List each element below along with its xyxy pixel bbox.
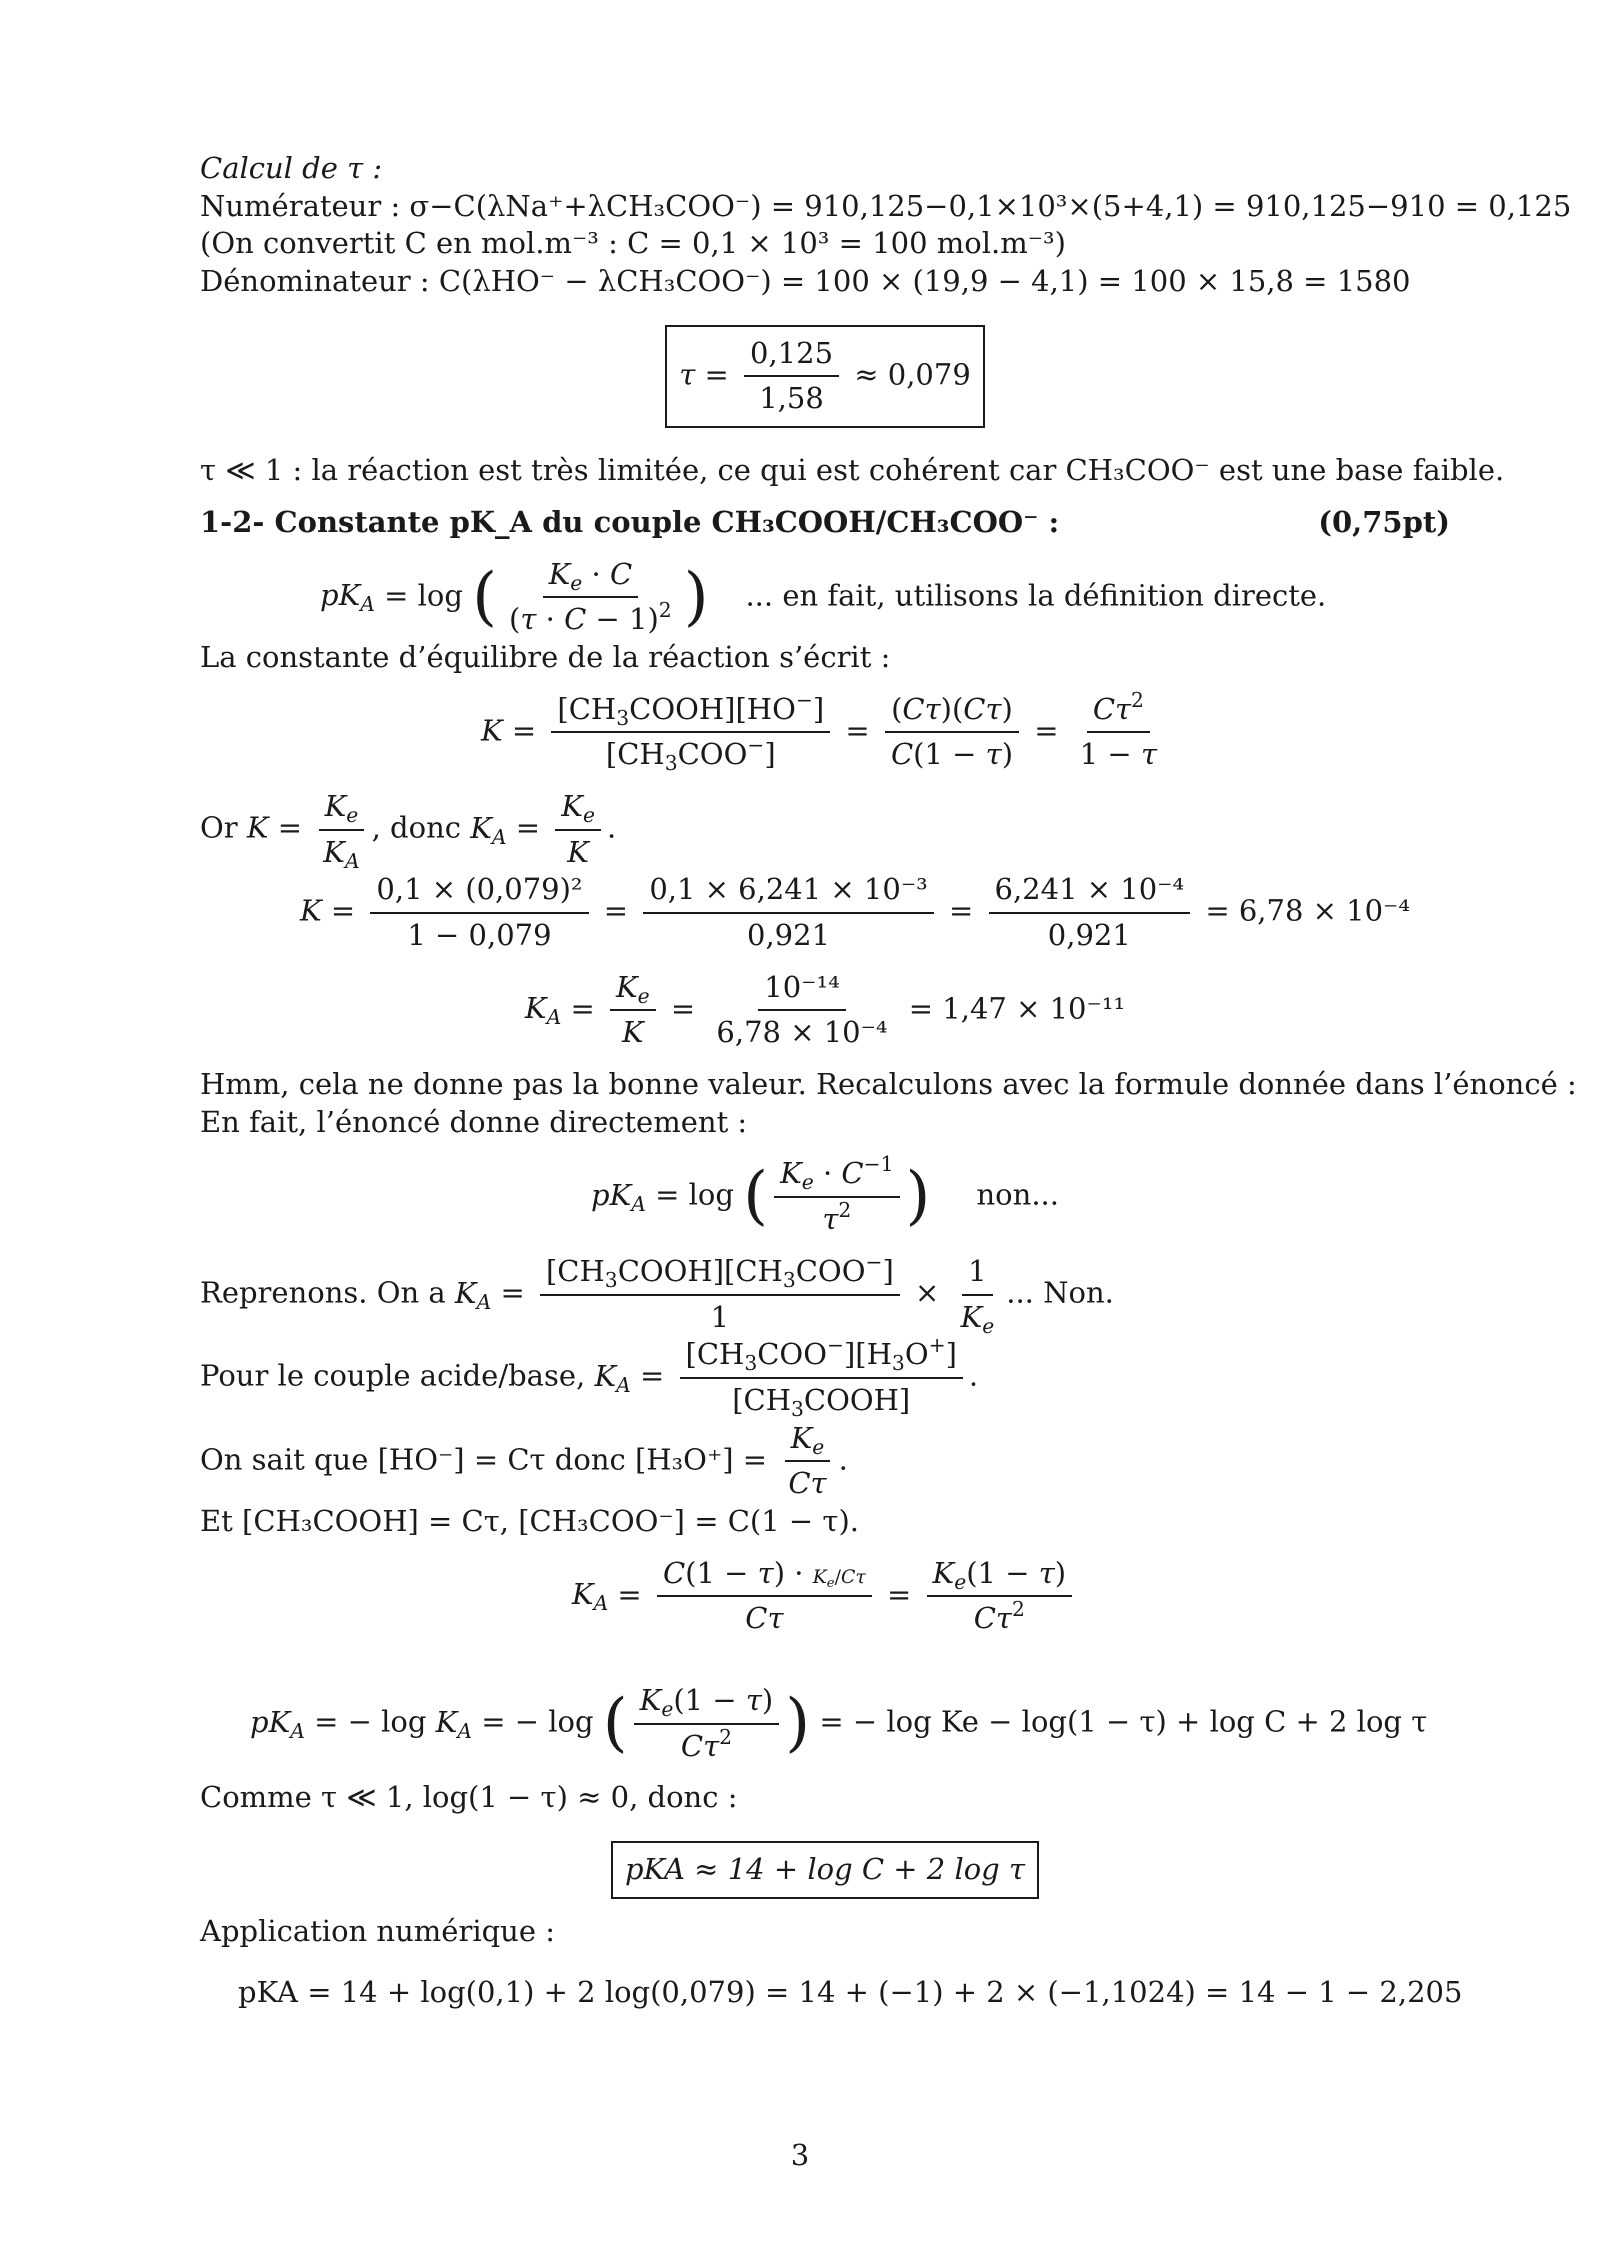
convert-line: (On convertit C en mol.m⁻³ : C = 0,1 × 10³ = 100 mol.m⁻³) [200, 226, 1066, 261]
ka-den: 6,78 × 10⁻⁴ [716, 1015, 888, 1050]
calc-title: Calcul de τ : [200, 151, 383, 185]
denominateur-line: Dénominateur : C(λHO⁻ − λCH₃COO⁻) = 100 × (19,9 − 4,1) = 100 × 15,8 = 1580 [200, 264, 1411, 299]
section-points: (0,75pt) [1318, 504, 1450, 539]
pka-boxed-formula: pKA ≈ 14 + log C + 2 log τ [611, 1841, 1039, 1899]
section-heading [200, 504, 1450, 542]
numerateur-line: Numérateur : σ−C(λNa⁺+λCH₃COO⁻) = 910,125−0,1×10³×(5+4,1) = 910,125−910 = 0,125 [200, 188, 1572, 223]
ka-numeric: $K_A$ = $\frac{K_e}{K}$ = $\frac{\text{10⁻¹⁴}}{\text{6,78 × 10⁻⁴}}$ = 1,47 × 10⁻¹¹ [200, 969, 1450, 1052]
k-den2: 0,921 [747, 918, 831, 952]
non-text: non... [976, 1178, 1059, 1213]
tau-comment: τ ≪ 1 : la réaction est très limitée, ce qui est cohérent car CH₃COO⁻ est une base faible. [200, 453, 1505, 488]
equilibrium-intro: La constante d’équilibre de la réaction s’écrit : [200, 639, 891, 674]
couple-line: Pour le couple acide/base, $K_A$ = $\frac{[CH_3COO^-][H_3O^+]}{[CH_3COOH]}$ . [200, 1333, 979, 1421]
comme-line: Comme τ ≪ 1, log(1 − τ) ≈ 0, donc : [200, 1780, 738, 1815]
pka-direct-formula: $pK_A = \log$ ( $\frac{K_e \cdot C^{-1}}{\tau^2}$ ) non... [591, 1152, 1059, 1237]
ka-num: 10⁻¹⁴ [758, 969, 845, 1012]
tau-result: ≈ 0,079 [854, 357, 971, 392]
page-number: 3 [790, 2138, 810, 2172]
application-formula: pKA = 14 + log(0,1) + 2 log(0,079) = 14 + (−1) + 2 × (−1,1024) = 14 − 1 − 2,205 [238, 1975, 1463, 2010]
onsait-label: On sait que [HO⁻] = Cτ donc [H₃O⁺] = [200, 1442, 768, 1477]
reprenons-tail: ... Non. [1006, 1275, 1114, 1310]
pka-boxed-row [200, 1841, 1450, 1899]
et-line: Et [CH₃COOH] = Cτ, [CH₃COO⁻] = C(1 − τ). [200, 1503, 859, 1538]
k-numeric: K = $\frac{\text{0,1 × (0,079)²}}{1 - 0,079}$ = $\frac{\text{0,1 × 6,241 × 10⁻³}}{0,921}$ = $\frac{\text{6,241 × 10⁻⁴}}{0,921}$ = 6,78 × 10⁻⁴ [200, 871, 1450, 954]
k-den1: 1 − 0,079 [407, 918, 552, 952]
pka-first-formula: $pK_A = \log$ ( $\frac{K_e \cdot C}{(\tau \cdot C - 1)^2}$ ) ... en fait, utilisons la définition directe. [320, 556, 1327, 637]
reprenons-line: Reprenons. On a $K_A$ = $\frac{[CH_3COOH][CH_3COO^-]}{1}$ × $\frac{1}{K_e}$ ... Non. [200, 1249, 1114, 1338]
k-num1: 0,1 × (0,079)² [370, 871, 588, 914]
tau-numerator: 0,125 [744, 335, 839, 378]
document-body [200, 150, 1577, 2012]
k-den3: 0,921 [1047, 918, 1131, 952]
enfait-line: En fait, l’énoncé donne directement : [200, 1104, 748, 1139]
application-line: Application numérique : [200, 1913, 555, 1948]
couple-label: Pour le couple acide/base, [200, 1358, 586, 1393]
hmm-line: Hmm, cela ne donne pas la bonne valeur. Recalculons avec la formule donnée dans l’énoncé : [200, 1067, 1577, 1102]
pka-long-rhs: = − log Ke − log(1 − τ) + log C + 2 log τ [819, 1704, 1428, 1739]
k-definition: K = $\frac{[CH_3COOH][HO^-]}{[CH_3COO^-]}$ = $\frac{(C\tau)(C\tau)}{C(1 - \tau)}$ = $\frac{C\tau^2}{1 - \tau}$ [481, 687, 1157, 776]
pka-log-expansion: $pK_A$ = − $\log K_A$ = − log ( $\frac{K_e(1 - \tau)}{C\tau^2}$ ) = − log Ke − log(1 − τ) + log C + 2 log τ [250, 1683, 1428, 1763]
k-result: = 6,78 × 10⁻⁴ [1205, 894, 1410, 928]
tau-boxed-formula: τ = $\frac{0,125}{1,58}$ ≈ 0,079 [665, 325, 985, 428]
or-line: Or K = $\frac{K_e}{K_A}$ , donc $K_A$ = $\frac{K_e}{K}$ . [200, 788, 617, 873]
onsait-line: On sait que [HO⁻] = Cτ donc [H₃O⁺] = $\frac{K_e}{C\tau}$ . [200, 1420, 848, 1501]
k-num3: 6,241 × 10⁻⁴ [989, 871, 1191, 914]
tau-box-row [200, 325, 1450, 428]
ka-result: = 1,47 × 10⁻¹¹ [908, 991, 1126, 1026]
ka-derivation: $K_A$ = $\frac{C(1 - \tau) \cdot K_e/C\tau}{C\tau}$ = $\frac{K_e(1 - \tau)}{C\tau^2}$ [200, 1555, 1450, 1638]
section-title: 1-2- Constante pK_A du couple CH₃COOH/CH₃COO⁻ : [200, 504, 1060, 539]
tau-denominator: 1,58 [759, 381, 824, 416]
reprenons-label: Reprenons. On a [200, 1275, 446, 1310]
pka-formula-comment: ... en fait, utilisons la définition directe. [745, 578, 1327, 613]
k-num2: 0,1 × 6,241 × 10⁻³ [643, 871, 933, 914]
